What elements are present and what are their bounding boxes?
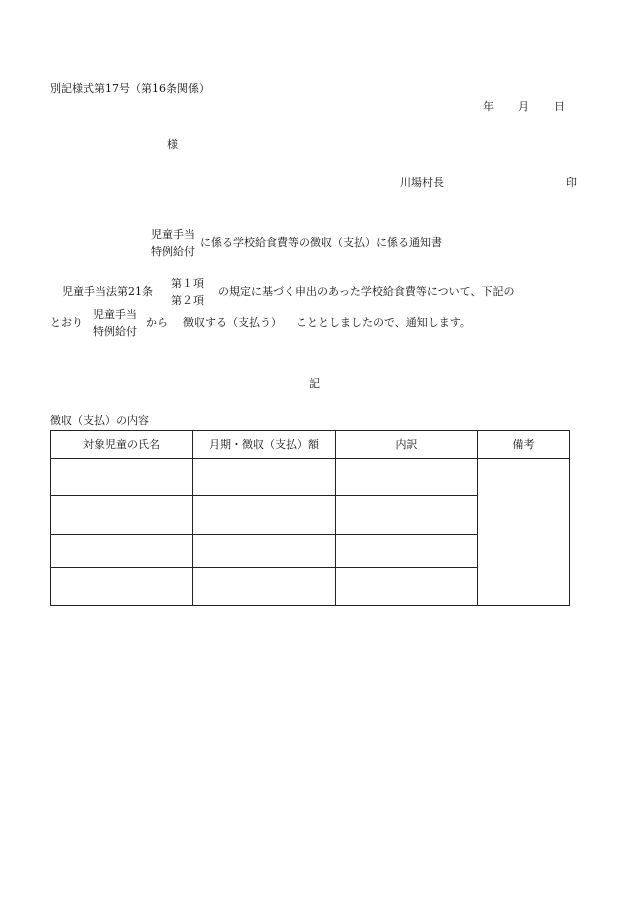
cell-period-amount[interactable]	[193, 535, 336, 568]
body-prefix: とおり	[50, 316, 83, 329]
cell-breakdown[interactable]	[336, 459, 478, 496]
cell-breakdown[interactable]	[336, 568, 478, 606]
date-month-label: 月	[518, 100, 529, 113]
body-option-special-benefit: 特例給付	[93, 325, 137, 338]
section-title: 徴収（支払）の内容	[50, 414, 149, 427]
body-clause-options	[171, 275, 204, 309]
header-remarks: 備考	[478, 431, 570, 459]
cell-period-amount[interactable]	[193, 459, 336, 496]
table-header-row	[51, 431, 570, 459]
clause-option-1: 第１項	[171, 277, 204, 290]
body-from: から	[146, 316, 168, 329]
body-action: 徴収する（支払う）	[183, 316, 282, 329]
cell-breakdown[interactable]	[336, 496, 478, 535]
seal-mark: 印	[566, 176, 577, 189]
title-option-special-benefit: 特例給付	[151, 245, 195, 258]
title-option-child-allowance: 児童手当	[151, 228, 195, 241]
clause-option-2: 第２項	[171, 294, 204, 307]
cell-child-name[interactable]	[51, 459, 193, 496]
issuer-title: 川場村長	[400, 176, 444, 189]
cell-period-amount[interactable]	[193, 568, 336, 606]
table-row	[51, 459, 570, 496]
cell-remarks[interactable]	[478, 459, 570, 606]
content-table	[50, 430, 570, 606]
form-number: 別記様式第17号（第16条関係）	[50, 82, 210, 95]
header-breakdown: 内訳	[336, 431, 478, 459]
body-option-child-allowance: 児童手当	[93, 308, 137, 321]
cell-child-name[interactable]	[51, 496, 193, 535]
date-year-label: 年	[483, 100, 494, 113]
body-line1-text: の規定に基づく申出のあった学校給食費等について、下記の	[218, 285, 515, 298]
document-title: に係る学校給食費等の徴収（支払）に係る通知書	[200, 236, 442, 249]
cell-period-amount[interactable]	[193, 496, 336, 535]
body-benefit-options	[93, 306, 137, 340]
title-benefit-options	[151, 226, 195, 260]
body-law-reference: 児童手当法第21条	[62, 285, 153, 298]
addressee-suffix: 様	[167, 138, 178, 151]
cell-child-name[interactable]	[51, 535, 193, 568]
cell-child-name[interactable]	[51, 568, 193, 606]
body-closing: こととしましたので、通知します。	[296, 316, 471, 329]
cell-breakdown[interactable]	[336, 535, 478, 568]
date-day-label: 日	[554, 100, 565, 113]
header-period-amount: 月期・徴収（支払）額	[193, 431, 336, 459]
header-child-name: 対象児童の氏名	[51, 431, 193, 459]
ki-heading: 記	[309, 377, 320, 390]
